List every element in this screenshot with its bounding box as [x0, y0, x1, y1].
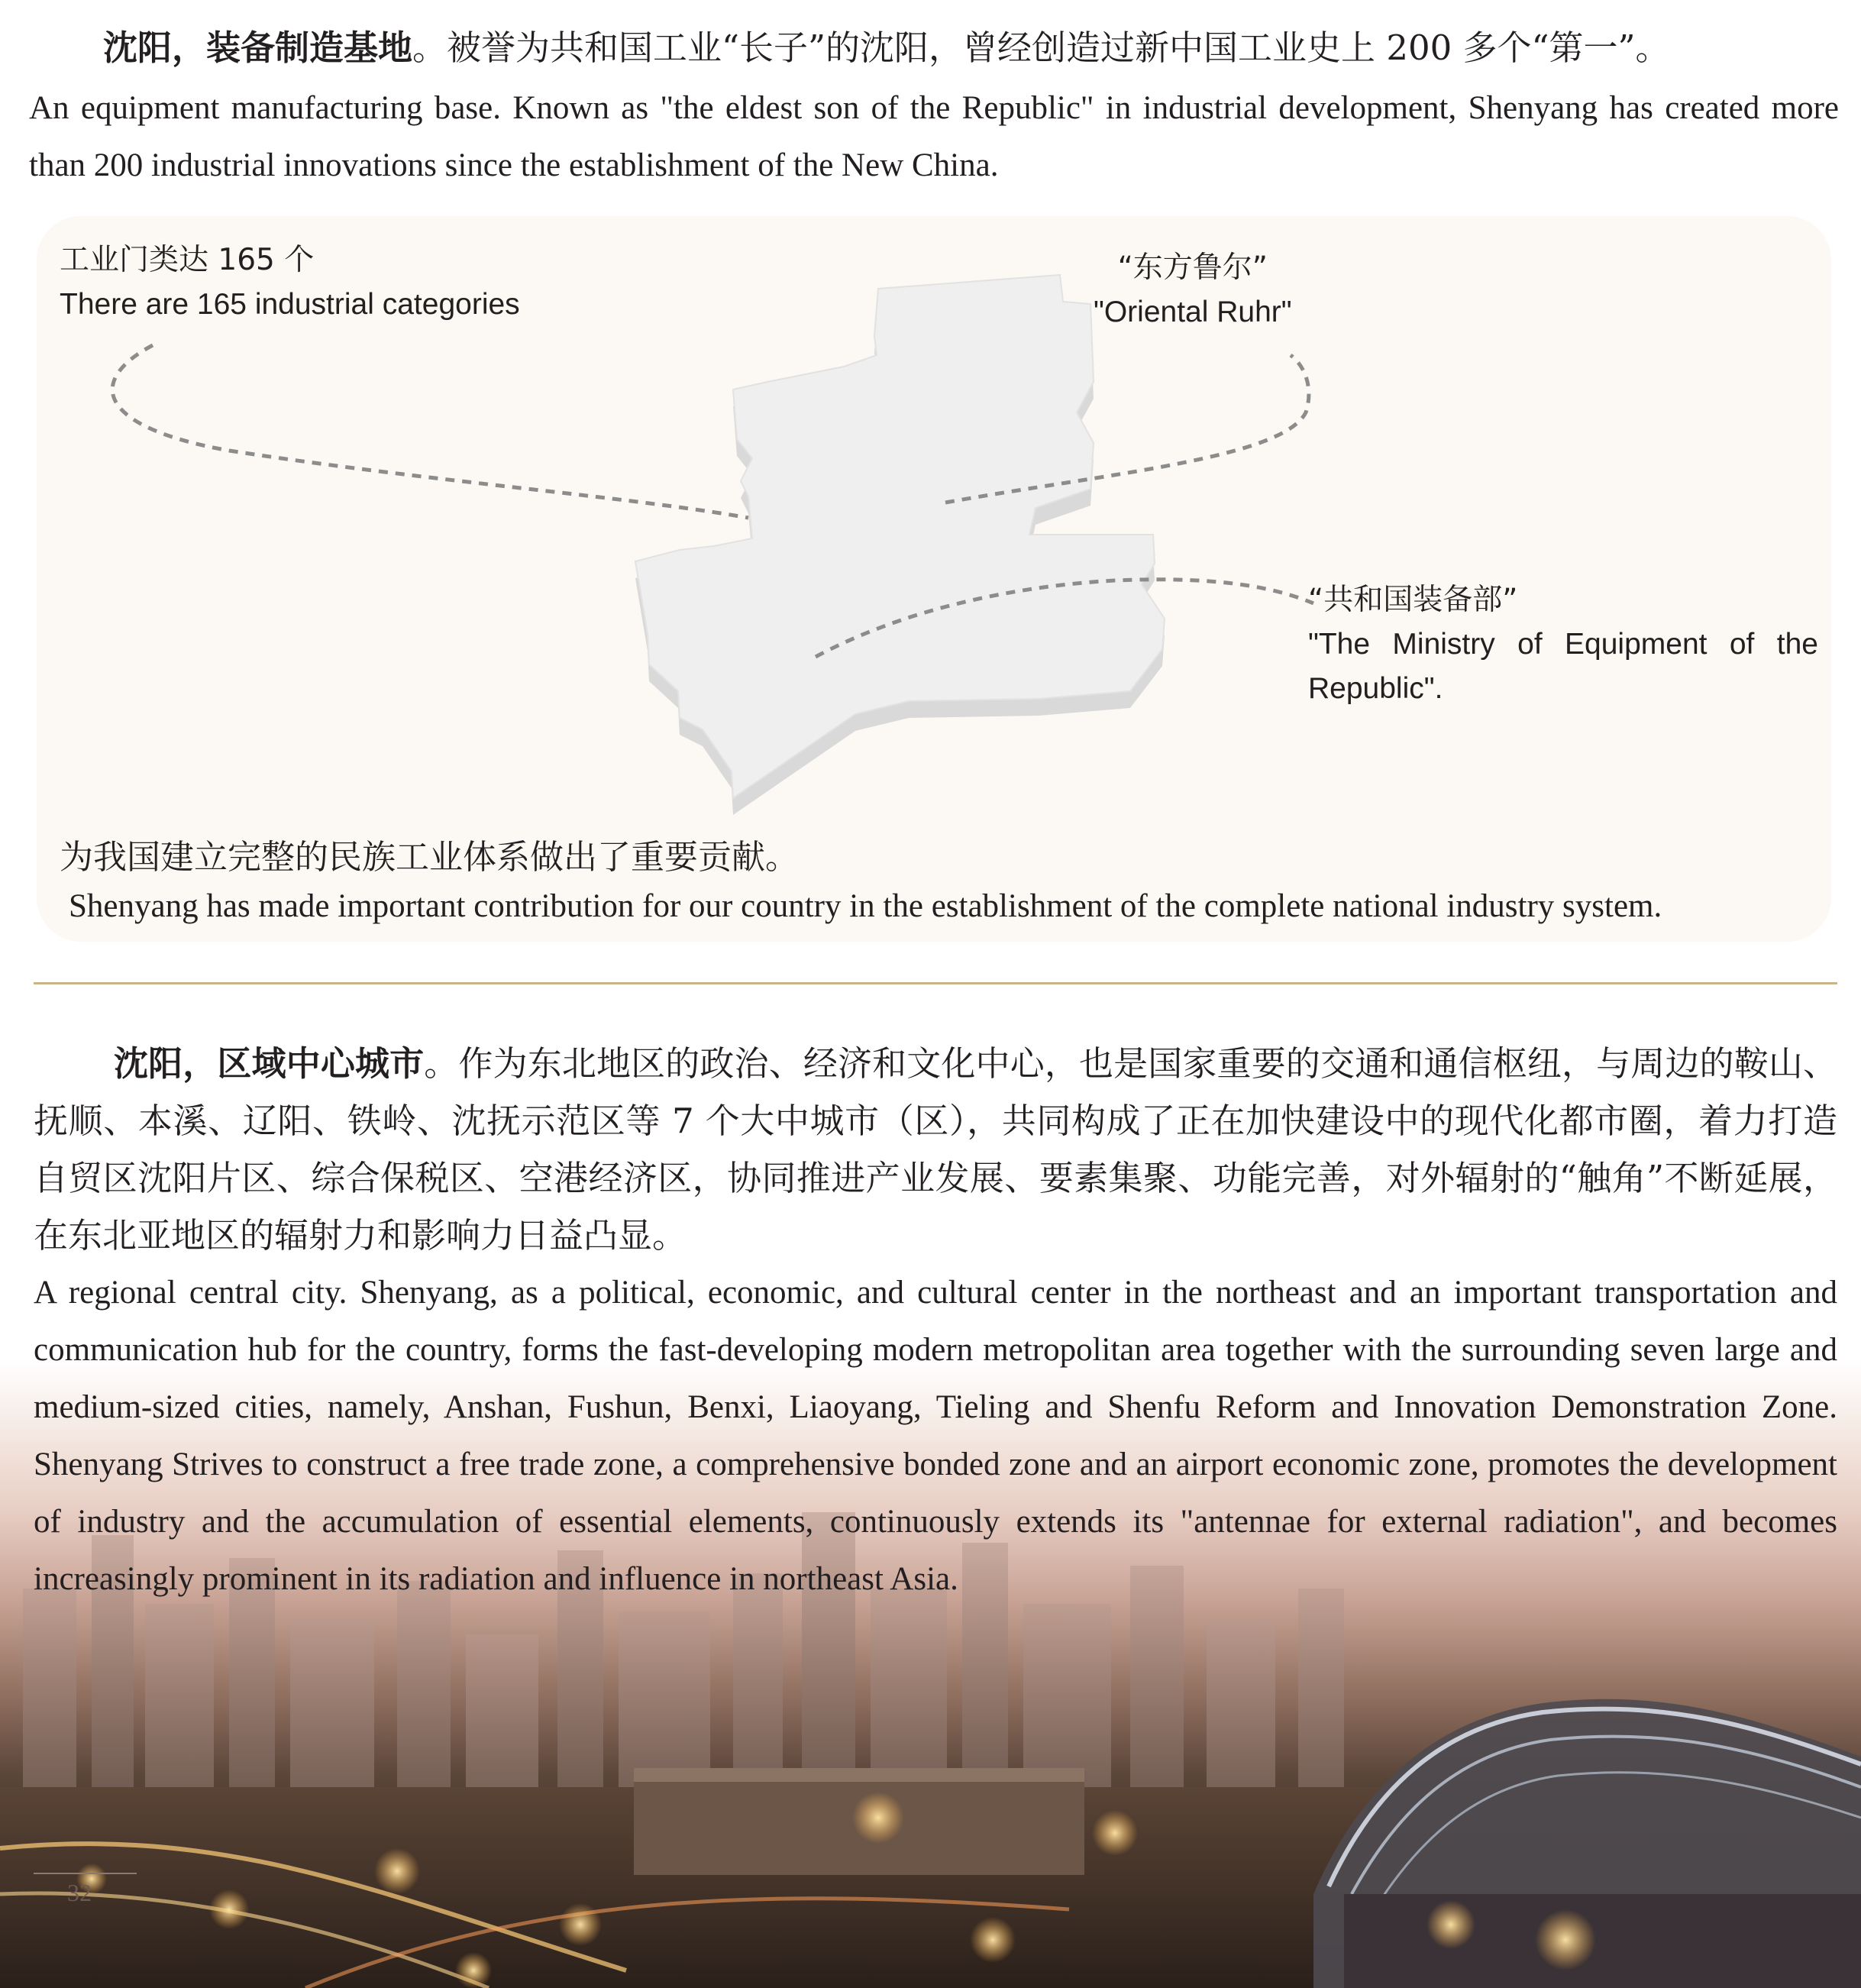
callout-ministry-of-equipment [1308, 578, 1818, 711]
page-number: 32 [67, 1879, 92, 1906]
section-divider [34, 982, 1837, 984]
dashed-connector-categories [112, 345, 748, 518]
callout-categories-en: There are 165 industrial categories [60, 288, 520, 321]
section2-chinese-paragraph [34, 1035, 1837, 1264]
callout-industrial-categories [60, 238, 520, 327]
map-card-summary-cn: 为我国建立完整的民族工业体系做出了重要贡献。 [60, 838, 799, 877]
section1-heading: 沈阳，装备制造基地 [103, 27, 413, 68]
callout-ruhr-cn: “东方鲁尔” [1117, 251, 1268, 285]
section2-english-paragraph: A regional central city. Shenyang, as a political, economic, and cultural center in the northeast and an important transportation and communication hub for the country, forms the fast-developing modern metropolitan area together with the surrounding seven large and medium-sized cities, namely, Anshan, Fushun, Benxi, Liaoyang, Tieling and Shenfu Reform and Innovation Demonstration Zone. Shenyang Strives to construct a free trade zone, a comprehensive bonded zone and an airport economic zone, promotes the development of industry and the accumulation of essential elements, continuously extends its "antennae for external radiation", and becomes increasingly prominent in its radiation and influence in northeast Asia. [34, 1275, 1837, 1597]
callout-ruhr-en: "Oriental Ruhr" [1094, 296, 1292, 328]
callout-categories-cn: 工业门类达 165 个 [60, 243, 315, 277]
section2-body-cn: 。作为东北地区的政治、经济和文化中心，也是国家重要的交通和通信枢纽，与周边的鞍山、抚顺、本溪、辽阳、铁岭、沈抚示范区等 7 个大中城市（区），共同构成了正在加快建设中的现代化都市圈，着力打造自贸区沈阳片区、综合保税区、空港经济区，协同推进产业发展、要素集聚、功能完善，对外辐射的“触角”不断延展，在东北亚地区的辐射力和影响力日益凸显。 [34, 1043, 1837, 1256]
map-card-summary-en: Shenyang has made important contribution for our country in the establishment of the complete national industry system. [69, 888, 1662, 924]
section1-body-cn: 。被誉为共和国工业“长子”的沈阳，曾经创造过新中国工业史上 200 多个“第一”。 [412, 27, 1670, 68]
section1-english-paragraph: An equipment manufacturing base. Known as "the eldest son of the Republic" in industrial development, Shenyang has created more than 200 industrial innovations since the establishment of the New China. [29, 90, 1839, 183]
callout-ministry-cn: “共和国装备部” [1308, 583, 1518, 617]
callout-oriental-ruhr [1094, 246, 1292, 335]
section2-heading: 沈阳，区域中心城市 [114, 1043, 425, 1084]
page-number-rule [34, 1873, 137, 1874]
callout-ministry-en: "The Ministry of Equipment of the Republic". [1308, 628, 1818, 705]
